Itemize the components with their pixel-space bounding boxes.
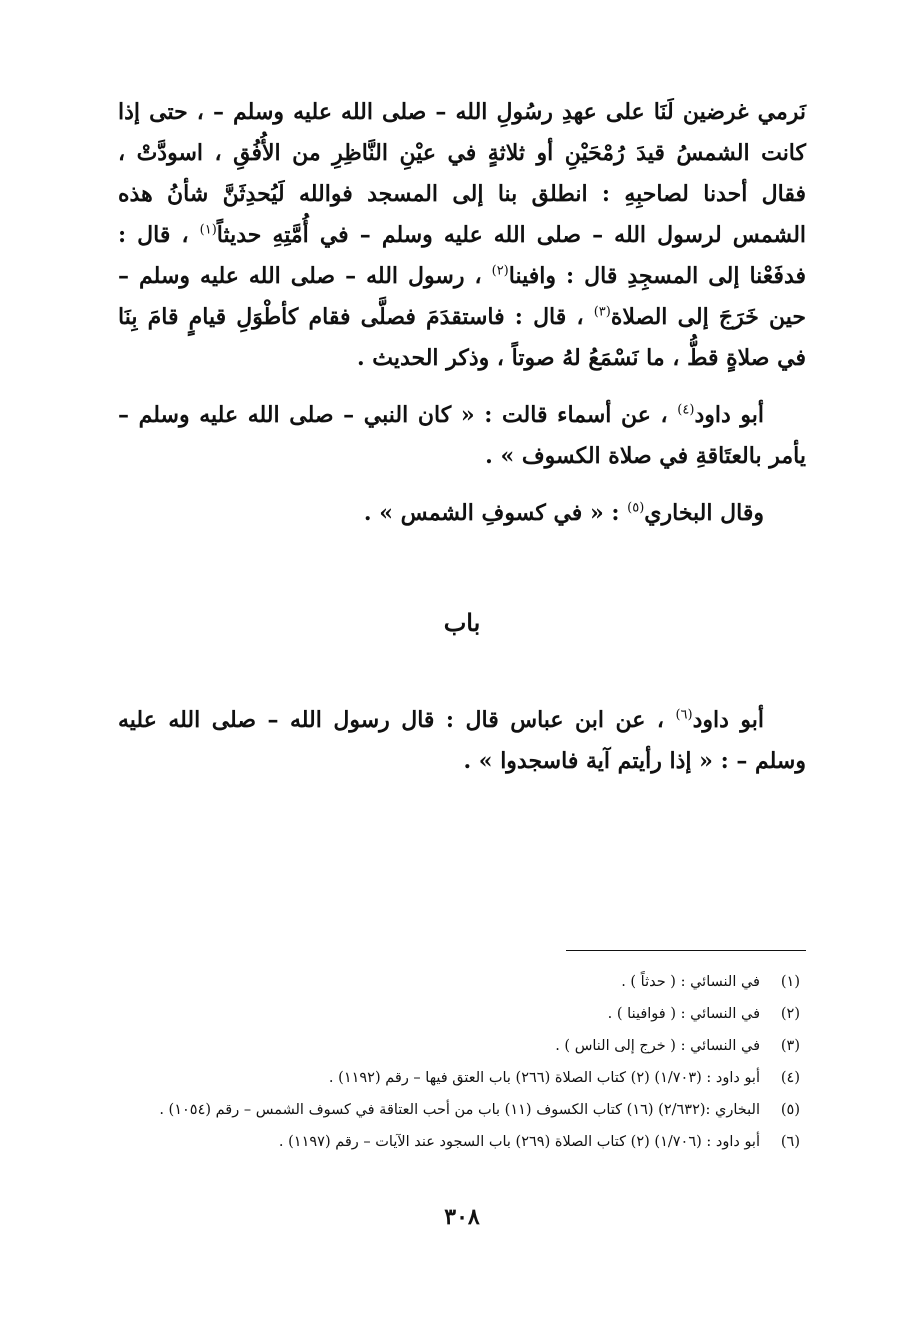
footnote-ref-6[interactable]: (٦) bbox=[675, 707, 693, 723]
footnote-ref-2[interactable]: (٢) bbox=[491, 263, 509, 279]
paragraph-hadith-2 bbox=[118, 395, 806, 477]
footnote-number: (٥) bbox=[780, 1102, 800, 1118]
text-run: ، قال : فدفَعْنا إلى المسجِدِ قال : وافينا bbox=[118, 222, 807, 289]
text-run: نَرمي غرضين لَنَا على عهدِ رسُولِ الله – صلى الله عليه وسلم – ، حتى إذا كانت الشمسُ قيدَ رُمْحَيْنِ أو ثلاثةٍ في عيْنِ النَّاظِرِ من الأُفُقِ ، اسودَّتْ ، فقال أحدنا لصاحبِهِ : انطلق بنا إلى المسجد فوالله لَيُحدِثَنَّ شأنُ هذه الشمس لرسول الله – صلى الله عليه وسلم – في أُمَّتِهِ حديثاً bbox=[118, 99, 807, 248]
footnote-ref-5[interactable]: (٥) bbox=[627, 500, 645, 516]
section-heading: باب bbox=[443, 608, 481, 637]
footnote-number: (١) bbox=[780, 974, 800, 990]
footnote-item bbox=[118, 1030, 806, 1062]
section-text bbox=[118, 696, 806, 798]
footnote-ref-4[interactable]: (٤) bbox=[677, 402, 695, 418]
paragraph-hadith-1 bbox=[118, 92, 806, 379]
footnote-separator bbox=[566, 950, 806, 951]
footnote-text: في النسائي : ( حدثاً ) . bbox=[621, 974, 760, 990]
page-number: ٣٠٨ bbox=[444, 1204, 480, 1230]
paragraph-hadith-3 bbox=[118, 493, 806, 534]
footnote-text: البخاري :(٢/٦٣٢) (١٦) كتاب الكسوف (١١) باب من أحب العتاقة في كسوف الشمس – رقم (١٠٥٤) . bbox=[159, 1102, 760, 1118]
footnote-text: أبو داود : (١/٧٠٣) (٢) كتاب الصلاة (٢٦٦) باب العتق فيها – رقم (١١٩٢) . bbox=[328, 1070, 760, 1086]
text-run: وقال البخاري bbox=[644, 500, 764, 526]
footnote-item bbox=[118, 1062, 806, 1094]
text-run: أبو داود bbox=[692, 707, 765, 733]
footnote-number: (٣) bbox=[780, 1038, 800, 1054]
footnote-text: أبو داود : (١/٧٠٦) (٢) كتاب الصلاة (٢٦٩) باب السجود عند الآيات – رقم (١١٩٧) . bbox=[278, 1134, 760, 1150]
footnotes-list bbox=[118, 966, 806, 1158]
footnote-ref-1[interactable]: (١) bbox=[199, 222, 217, 238]
text-run: ، عن أسماء قالت : « كان النبي – صلى الله عليه وسلم – يأمر بالعتَاقةِ في صلاة الكسوف » . bbox=[118, 402, 806, 469]
text-run: ، قال : فاستقدَمَ فصلَّى فقام كأطْوَلِ قيامٍ قامَ بِنَا في صلاةٍ قطُّ ، ما نَسْمَعُ لهُ صوتاً ، وذكر الحديث . bbox=[118, 304, 806, 371]
paragraph-hadith-4 bbox=[118, 700, 806, 782]
footnote-number: (٢) bbox=[780, 1006, 800, 1022]
footnote-text: في النسائي : ( خرج إلى الناس ) . bbox=[555, 1038, 760, 1054]
text-run: : « في كسوفِ الشمس » . bbox=[363, 500, 628, 526]
footnote-item bbox=[118, 1126, 806, 1158]
text-run: ، رسول الله – صلى الله عليه وسلم – حين خَرَجَ إلى الصلاة bbox=[118, 263, 806, 330]
text-run: أبو داود bbox=[694, 402, 764, 428]
footnote-item bbox=[118, 998, 806, 1030]
footnote-text: في النسائي : ( فوافينا ) . bbox=[607, 1006, 760, 1022]
footnote-item bbox=[118, 1094, 806, 1126]
text-run: ، عن ابن عباس قال : قال رسول الله – صلى الله عليه وسلم – : « إذا رأيتم آية فاسجدوا » . bbox=[118, 707, 806, 774]
footnote-number: (٤) bbox=[780, 1070, 800, 1086]
footnote-number: (٦) bbox=[780, 1134, 800, 1150]
main-text bbox=[118, 92, 806, 550]
footnote-ref-3[interactable]: (٣) bbox=[593, 304, 611, 320]
footnote-item bbox=[118, 966, 806, 998]
